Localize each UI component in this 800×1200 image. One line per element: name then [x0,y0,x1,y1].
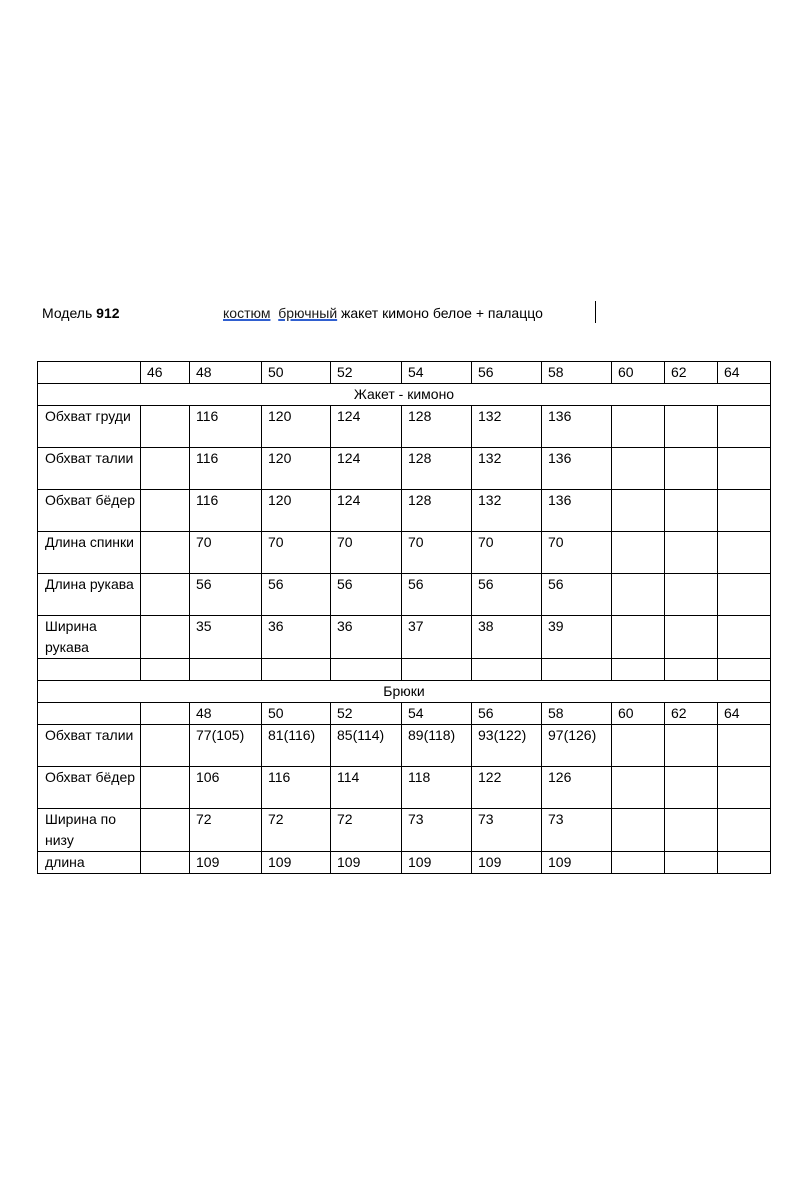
text-cursor [595,301,596,323]
section-jacket [38,384,771,406]
model-label: Модель 912 [42,305,120,321]
measure-value: 132 [472,448,542,490]
measure-row [38,809,771,852]
measure-value: 70 [542,532,612,574]
size-header-cell: 58 [542,703,612,725]
measure-value: 116 [190,406,262,448]
measure-value: 56 [190,574,262,616]
title-word-kostyum: костюм [223,305,271,321]
size-header-cell: 50 [262,362,331,384]
measure-row [38,490,771,532]
empty-cell [612,659,665,681]
size-header-cell: 50 [262,703,331,725]
measure-value: 124 [331,448,402,490]
measure-value: 81(116) [262,725,331,767]
measure-label: Ширина по низу [38,809,141,852]
size-header-cell [38,703,141,725]
measure-value: 116 [190,490,262,532]
measure-value: 124 [331,490,402,532]
size-header-cell: 52 [331,362,402,384]
measure-value [718,490,771,532]
measure-value [141,616,190,659]
measure-value: 124 [331,406,402,448]
measure-value [665,725,718,767]
section-pants [38,681,771,703]
measure-label: Обхват талии [38,725,141,767]
measure-label: Обхват талии [38,448,141,490]
measure-value: 56 [331,574,402,616]
measure-value [612,809,665,852]
measure-value [718,574,771,616]
measure-value: 70 [190,532,262,574]
measure-value [718,809,771,852]
size-header-cell: 62 [665,362,718,384]
measure-value: 126 [542,767,612,809]
size-header-cell: 60 [612,362,665,384]
empty-cell [402,659,472,681]
measure-value: 73 [402,809,472,852]
measure-value [665,532,718,574]
measure-value: 38 [472,616,542,659]
measure-value: 70 [331,532,402,574]
measure-value [665,574,718,616]
measure-value: 77(105) [190,725,262,767]
measure-value: 72 [331,809,402,852]
measure-value: 109 [190,852,262,874]
measure-value: 120 [262,490,331,532]
measure-value: 56 [262,574,331,616]
size-header-cell: 54 [402,703,472,725]
measure-value: 116 [190,448,262,490]
measure-row [38,616,771,659]
size-header-cell: 46 [141,362,190,384]
measure-value [141,767,190,809]
size-header-cell: 48 [190,362,262,384]
size-header-cell: 52 [331,703,402,725]
measure-label: Длина рукава [38,574,141,616]
empty-cell [542,659,612,681]
empty-cell [718,659,771,681]
size-header-cell: 64 [718,703,771,725]
measure-value: 120 [262,448,331,490]
size-header-cell: 56 [472,362,542,384]
measure-label: Обхват бёдер [38,490,141,532]
empty-cell [190,659,262,681]
measure-value [141,490,190,532]
size-header-row [38,362,771,384]
measure-value: 136 [542,448,612,490]
measure-label: Обхват груди [38,406,141,448]
measure-value: 128 [402,406,472,448]
measure-value: 70 [262,532,331,574]
measure-value: 128 [402,448,472,490]
section-title: Брюки [38,681,771,703]
measure-value: 109 [262,852,331,874]
size-header-cell: 58 [542,362,612,384]
measure-value [718,852,771,874]
measure-value [141,406,190,448]
measure-value: 114 [331,767,402,809]
measure-value: 39 [542,616,612,659]
measure-value [665,852,718,874]
measure-value: 35 [190,616,262,659]
measure-value: 89(118) [402,725,472,767]
measure-value [141,448,190,490]
measure-value [612,448,665,490]
size-header-cell: 56 [472,703,542,725]
measure-value [141,574,190,616]
measure-value [665,490,718,532]
measure-label: Длина спинки [38,532,141,574]
measure-value [612,490,665,532]
measure-value [718,532,771,574]
empty-cell [331,659,402,681]
measure-value [665,406,718,448]
measure-row [38,767,771,809]
measure-row [38,406,771,448]
measure-value [612,406,665,448]
measure-value: 36 [331,616,402,659]
measure-value [141,809,190,852]
measure-label: длина [38,852,141,874]
size-chart-table [37,361,771,874]
size-header-cell: 62 [665,703,718,725]
measure-value: 132 [472,490,542,532]
measure-value: 85(114) [331,725,402,767]
measure-value: 109 [402,852,472,874]
measure-value: 70 [402,532,472,574]
measure-value: 109 [331,852,402,874]
measure-row [38,725,771,767]
measure-value [612,767,665,809]
measure-value [612,574,665,616]
model-number: 912 [96,305,120,321]
measure-value [612,616,665,659]
empty-cell [665,659,718,681]
size-header-cell [38,362,141,384]
measure-value: 118 [402,767,472,809]
measure-row [38,448,771,490]
measure-value: 97(126) [542,725,612,767]
measure-value: 36 [262,616,331,659]
measure-value [718,767,771,809]
measure-value: 109 [542,852,612,874]
title-rest: жакет кимоно белое + палаццо [337,305,543,321]
measure-value: 56 [472,574,542,616]
measure-value [612,725,665,767]
measure-value: 56 [402,574,472,616]
empty-row [38,659,771,681]
measure-value [665,809,718,852]
measure-value: 136 [542,490,612,532]
size-header-cell: 64 [718,362,771,384]
measure-value [718,406,771,448]
measure-label: Ширина рукава [38,616,141,659]
measure-value: 128 [402,490,472,532]
measure-value: 70 [472,532,542,574]
empty-cell [472,659,542,681]
document-header [42,303,662,323]
measure-value: 132 [472,406,542,448]
size-header-cell [141,703,190,725]
measure-row [38,852,771,874]
measure-value [665,767,718,809]
measure-value: 109 [472,852,542,874]
empty-cell [262,659,331,681]
section-title: Жакет - кимоно [38,384,771,406]
measure-value: 37 [402,616,472,659]
measure-row [38,574,771,616]
size-header-cell: 60 [612,703,665,725]
measure-value: 136 [542,406,612,448]
measure-value: 93(122) [472,725,542,767]
measure-value: 122 [472,767,542,809]
measure-value: 73 [542,809,612,852]
measure-value [718,725,771,767]
measure-value: 73 [472,809,542,852]
measure-value: 72 [262,809,331,852]
measure-value: 120 [262,406,331,448]
measure-value [612,532,665,574]
empty-cell [141,659,190,681]
size-header-cell: 54 [402,362,472,384]
measure-value [718,448,771,490]
measure-value [665,616,718,659]
measure-value [718,616,771,659]
measure-label: Обхват бёдер [38,767,141,809]
measure-value [612,852,665,874]
empty-cell [38,659,141,681]
size-header-cell: 48 [190,703,262,725]
measure-row [38,532,771,574]
measure-value [665,448,718,490]
title-word-bryuchny: брючный [278,305,338,321]
measure-value: 116 [262,767,331,809]
pants-size-header-row [38,703,771,725]
measure-value: 72 [190,809,262,852]
measure-value: 106 [190,767,262,809]
model-title [223,303,543,323]
measure-value [141,532,190,574]
measure-value [141,852,190,874]
measure-value: 56 [542,574,612,616]
measure-value [141,725,190,767]
